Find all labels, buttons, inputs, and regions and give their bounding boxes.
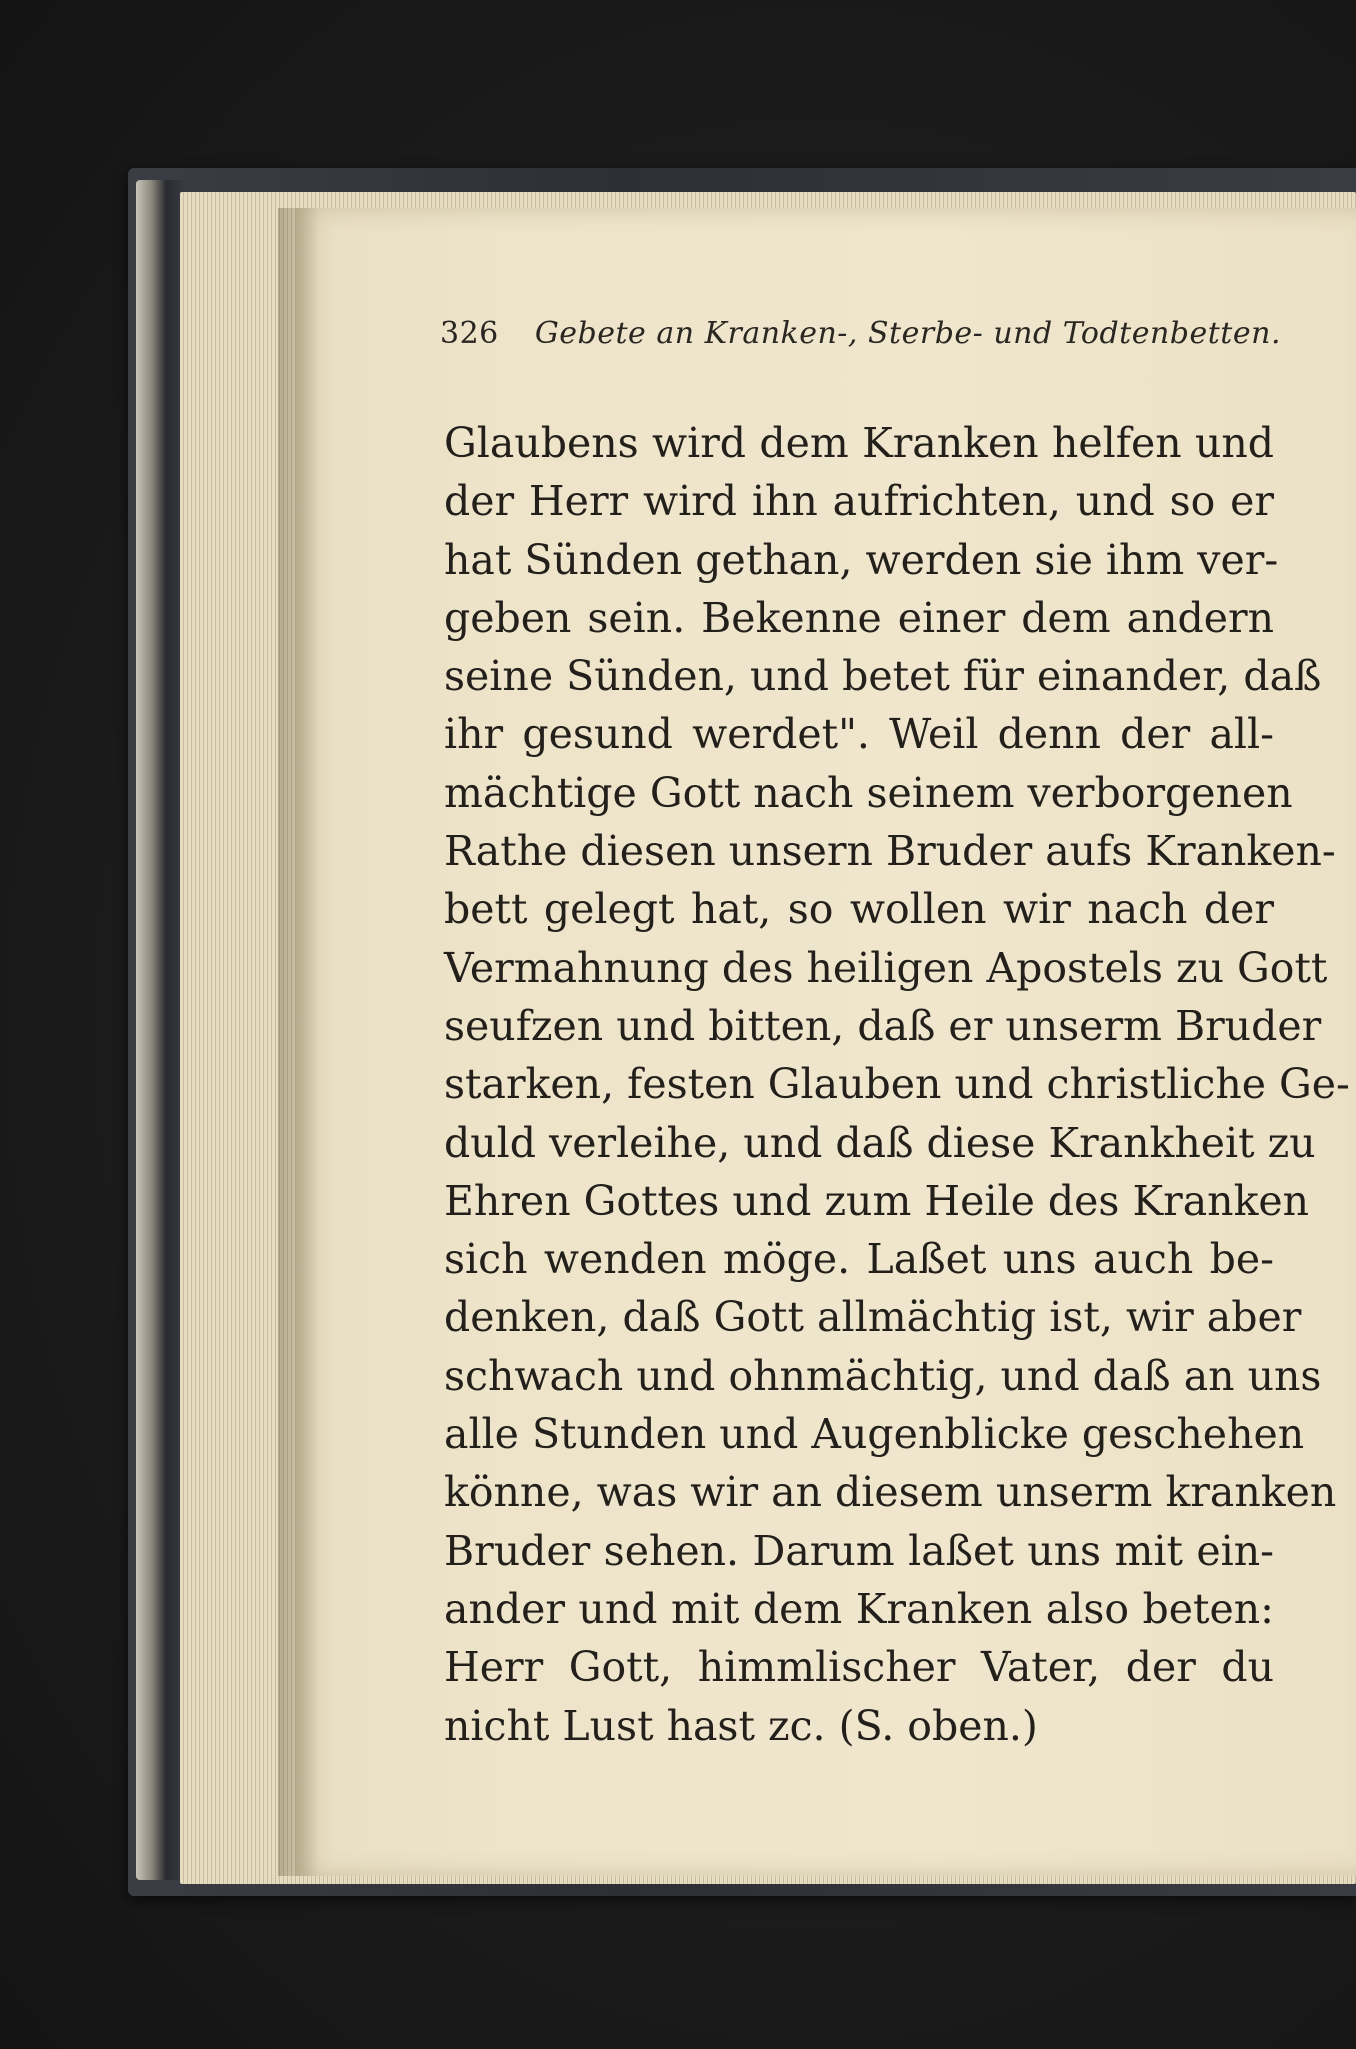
text-line: bett gelegt hat, so wollen wir nach der xyxy=(444,885,1274,934)
text-line: Ehren Gottes und zum Heile des Kranken xyxy=(444,1176,1310,1225)
text-line: geben sein. Bekenne einer dem andern xyxy=(444,593,1274,642)
text-line: ander und mit dem Kranken also beten: xyxy=(444,1584,1274,1633)
text-line: Glaubens wird dem Kranken helfen und xyxy=(444,419,1274,467)
text-line: ihr gesund werdet". Weil denn der all- xyxy=(444,710,1274,759)
text-line: seufzen und bitten, daß er unserm Bruder xyxy=(444,1001,1322,1050)
text-line: Vermahnung des heiligen Apostels zu Gott xyxy=(444,943,1328,992)
text-line: mächtige Gott nach seinem verborgenen xyxy=(444,768,1293,817)
body-text xyxy=(444,414,1350,1755)
text-line: Rathe diesen unsern Bruder aufs Kranken- xyxy=(444,827,1336,876)
text-line: duld verleihe, und daß diese Krankheit zu xyxy=(444,1118,1316,1167)
text-line: alle Stunden und Augenblicke geschehen xyxy=(444,1410,1305,1459)
text-line: denken, daß Gott allmächtig ist, wir aber xyxy=(444,1293,1302,1342)
text-line: seine Sünden, und betet für einander, daß xyxy=(444,652,1322,701)
text-line: schwach und ohnmächtig, und daß an uns xyxy=(444,1351,1322,1400)
page-header xyxy=(440,316,1281,366)
text-line: sich wenden möge. Laßet uns auch be- xyxy=(444,1235,1274,1284)
page-number: 326 xyxy=(440,316,499,351)
text-line: hat Sünden gethan, werden sie ihm ver- xyxy=(444,535,1279,584)
text-line: Bruder sehen. Darum laßet uns mit ein- xyxy=(444,1526,1274,1575)
running-title: Gebete an Kranken-, Sterbe- und Todtenbetten. xyxy=(534,316,1281,351)
text-line: starken, festen Glauben und christliche Ge- xyxy=(444,1060,1350,1109)
cover-edge xyxy=(136,180,186,1880)
text-line: Herr Gott, himmlischer Vater, der du xyxy=(444,1643,1274,1692)
gutter-shadow xyxy=(278,208,318,1876)
text-line: könne, was wir an diesem unserm kranken xyxy=(444,1468,1337,1517)
text-line: der Herr wird ihn aufrichten, und so er xyxy=(444,477,1274,526)
text-line: nicht Lust hast zc. (S. oben.) xyxy=(444,1701,1038,1750)
